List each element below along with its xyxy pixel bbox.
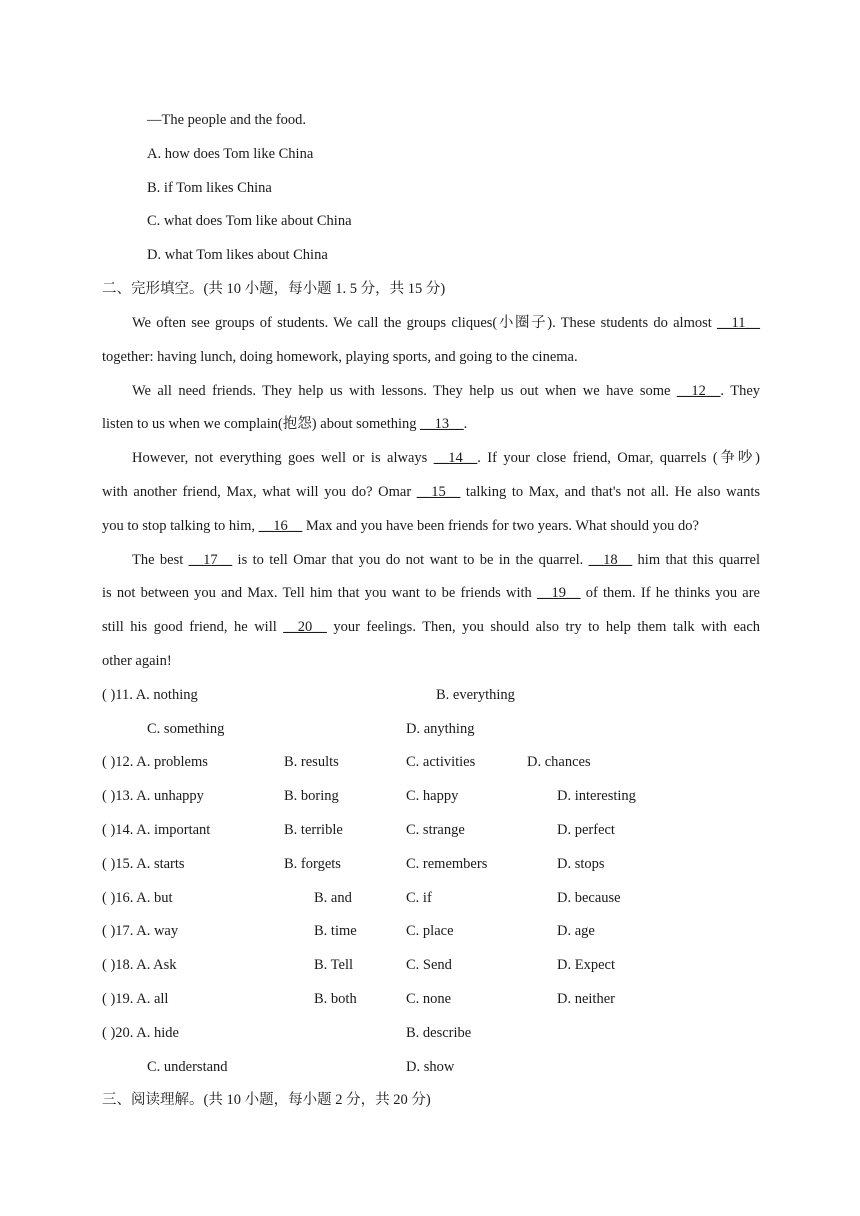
- question-18-stem: ( )18. A. Ask: [102, 957, 177, 973]
- passage-line: is not between you and Max. Tell him that you want to be friends with __19__ of them. If he thinks you are: [102, 585, 760, 601]
- question-16-option-c: C. if: [406, 890, 432, 906]
- passage-line: We all need friends. They help us with lessons. They help us out when we have some __12__. They: [132, 383, 761, 399]
- section2-heading: 二、完形填空。(共 10 小题，每小题 1. 5 分，共 15 分): [102, 281, 446, 297]
- question-13-option-b: B. boring: [284, 788, 339, 804]
- blank-15: __15__: [416, 484, 461, 500]
- question-15-option-d: D. stops: [557, 856, 605, 872]
- question-11-option-d: D. anything: [406, 721, 475, 737]
- question-16-option-b: B. and: [314, 890, 352, 906]
- q10-option-a: A. how does Tom like China: [147, 146, 314, 162]
- question-20-option-d: D. show: [406, 1059, 455, 1075]
- question-13-option-d: D. interesting: [557, 788, 636, 804]
- passage-line: listen to us when we complain(抱怨) about something __13__.: [102, 416, 468, 432]
- question-20-option-c: C. understand: [147, 1059, 228, 1075]
- passage-line: together: having lunch, doing homework, playing sports, and going to the cinema.: [102, 349, 578, 365]
- question-12-option-c: C. activities: [406, 754, 476, 770]
- question-17-option-c: C. place: [406, 923, 454, 939]
- blank-14: __14__: [433, 450, 478, 466]
- passage-line: The best __17__ is to tell Omar that you do not want to be in the quarrel. __18__ him that this quarrel: [132, 552, 760, 568]
- blank-16: __16__: [258, 518, 303, 534]
- passage-line: However, not everything goes well or is always __14__. If your close friend, Omar, quarrels (争吵): [132, 450, 760, 466]
- passage-line: still his good friend, he will __20__ your feelings. Then, you should also try to help them talk with each: [102, 619, 761, 635]
- question-18-option-d: D. Expect: [557, 957, 615, 973]
- question-14-option-c: C. strange: [406, 822, 465, 838]
- question-20-option-b: B. describe: [406, 1025, 472, 1041]
- question-15-option-b: B. forgets: [284, 856, 341, 872]
- question-17-option-b: B. time: [314, 923, 357, 939]
- question-20-stem: ( )20. A. hide: [102, 1025, 179, 1041]
- question-17-option-d: D. age: [557, 923, 595, 939]
- question-15-stem: ( )15. A. starts: [102, 856, 185, 872]
- section3-heading: 三、阅读理解。(共 10 小题，每小题 2 分，共 20 分): [102, 1092, 431, 1108]
- q10-answer-line: —The people and the food.: [147, 112, 307, 128]
- question-16-option-d: D. because: [557, 890, 621, 906]
- blank-20: __20__: [283, 619, 327, 635]
- blank-12: __12__: [676, 383, 721, 399]
- question-18-option-c: C. Send: [406, 957, 452, 973]
- blank-13: __13__: [420, 416, 464, 432]
- question-11-option-b: B. everything: [436, 687, 515, 703]
- question-12-stem: ( )12. A. problems: [102, 754, 208, 770]
- passage-line: other again!: [102, 653, 172, 669]
- question-11-option-c: C. something: [147, 721, 225, 737]
- blank-18: __18__: [588, 552, 633, 568]
- passage-line: We often see groups of students. We call the groups cliques(小圈子). These students do almost __11__: [132, 315, 760, 331]
- passage-line: you to stop talking to him, __16__ Max and you have been friends for two years. What should you do?: [102, 518, 699, 534]
- question-14-stem: ( )14. A. important: [102, 822, 211, 838]
- blank-17: __17__: [188, 552, 233, 568]
- question-11-stem: ( )11. A. nothing: [102, 687, 198, 703]
- blank-19: __19__: [537, 585, 581, 601]
- question-18-option-b: B. Tell: [314, 957, 353, 973]
- passage-line: with another friend, Max, what will you do? Omar __15__ talking to Max, and that's not all. He also wants: [102, 484, 760, 500]
- question-14-option-b: B. terrible: [284, 822, 343, 838]
- question-19-option-d: D. neither: [557, 991, 615, 1007]
- question-14-option-d: D. perfect: [557, 822, 615, 838]
- question-12-option-d: D. chances: [527, 754, 591, 770]
- question-17-stem: ( )17. A. way: [102, 923, 179, 939]
- question-15-option-c: C. remembers: [406, 856, 488, 872]
- blank-11: __11__: [717, 315, 760, 331]
- question-16-stem: ( )16. A. but: [102, 890, 173, 906]
- question-19-option-c: C. none: [406, 991, 452, 1007]
- question-19-stem: ( )19. A. all: [102, 991, 169, 1007]
- question-13-option-c: C. happy: [406, 788, 459, 804]
- question-19-option-b: B. both: [314, 991, 357, 1007]
- q10-option-c: C. what does Tom like about China: [147, 213, 352, 229]
- q10-option-b: B. if Tom likes China: [147, 180, 272, 196]
- question-13-stem: ( )13. A. unhappy: [102, 788, 204, 804]
- question-12-option-b: B. results: [284, 754, 339, 770]
- q10-option-d: D. what Tom likes about China: [147, 247, 328, 263]
